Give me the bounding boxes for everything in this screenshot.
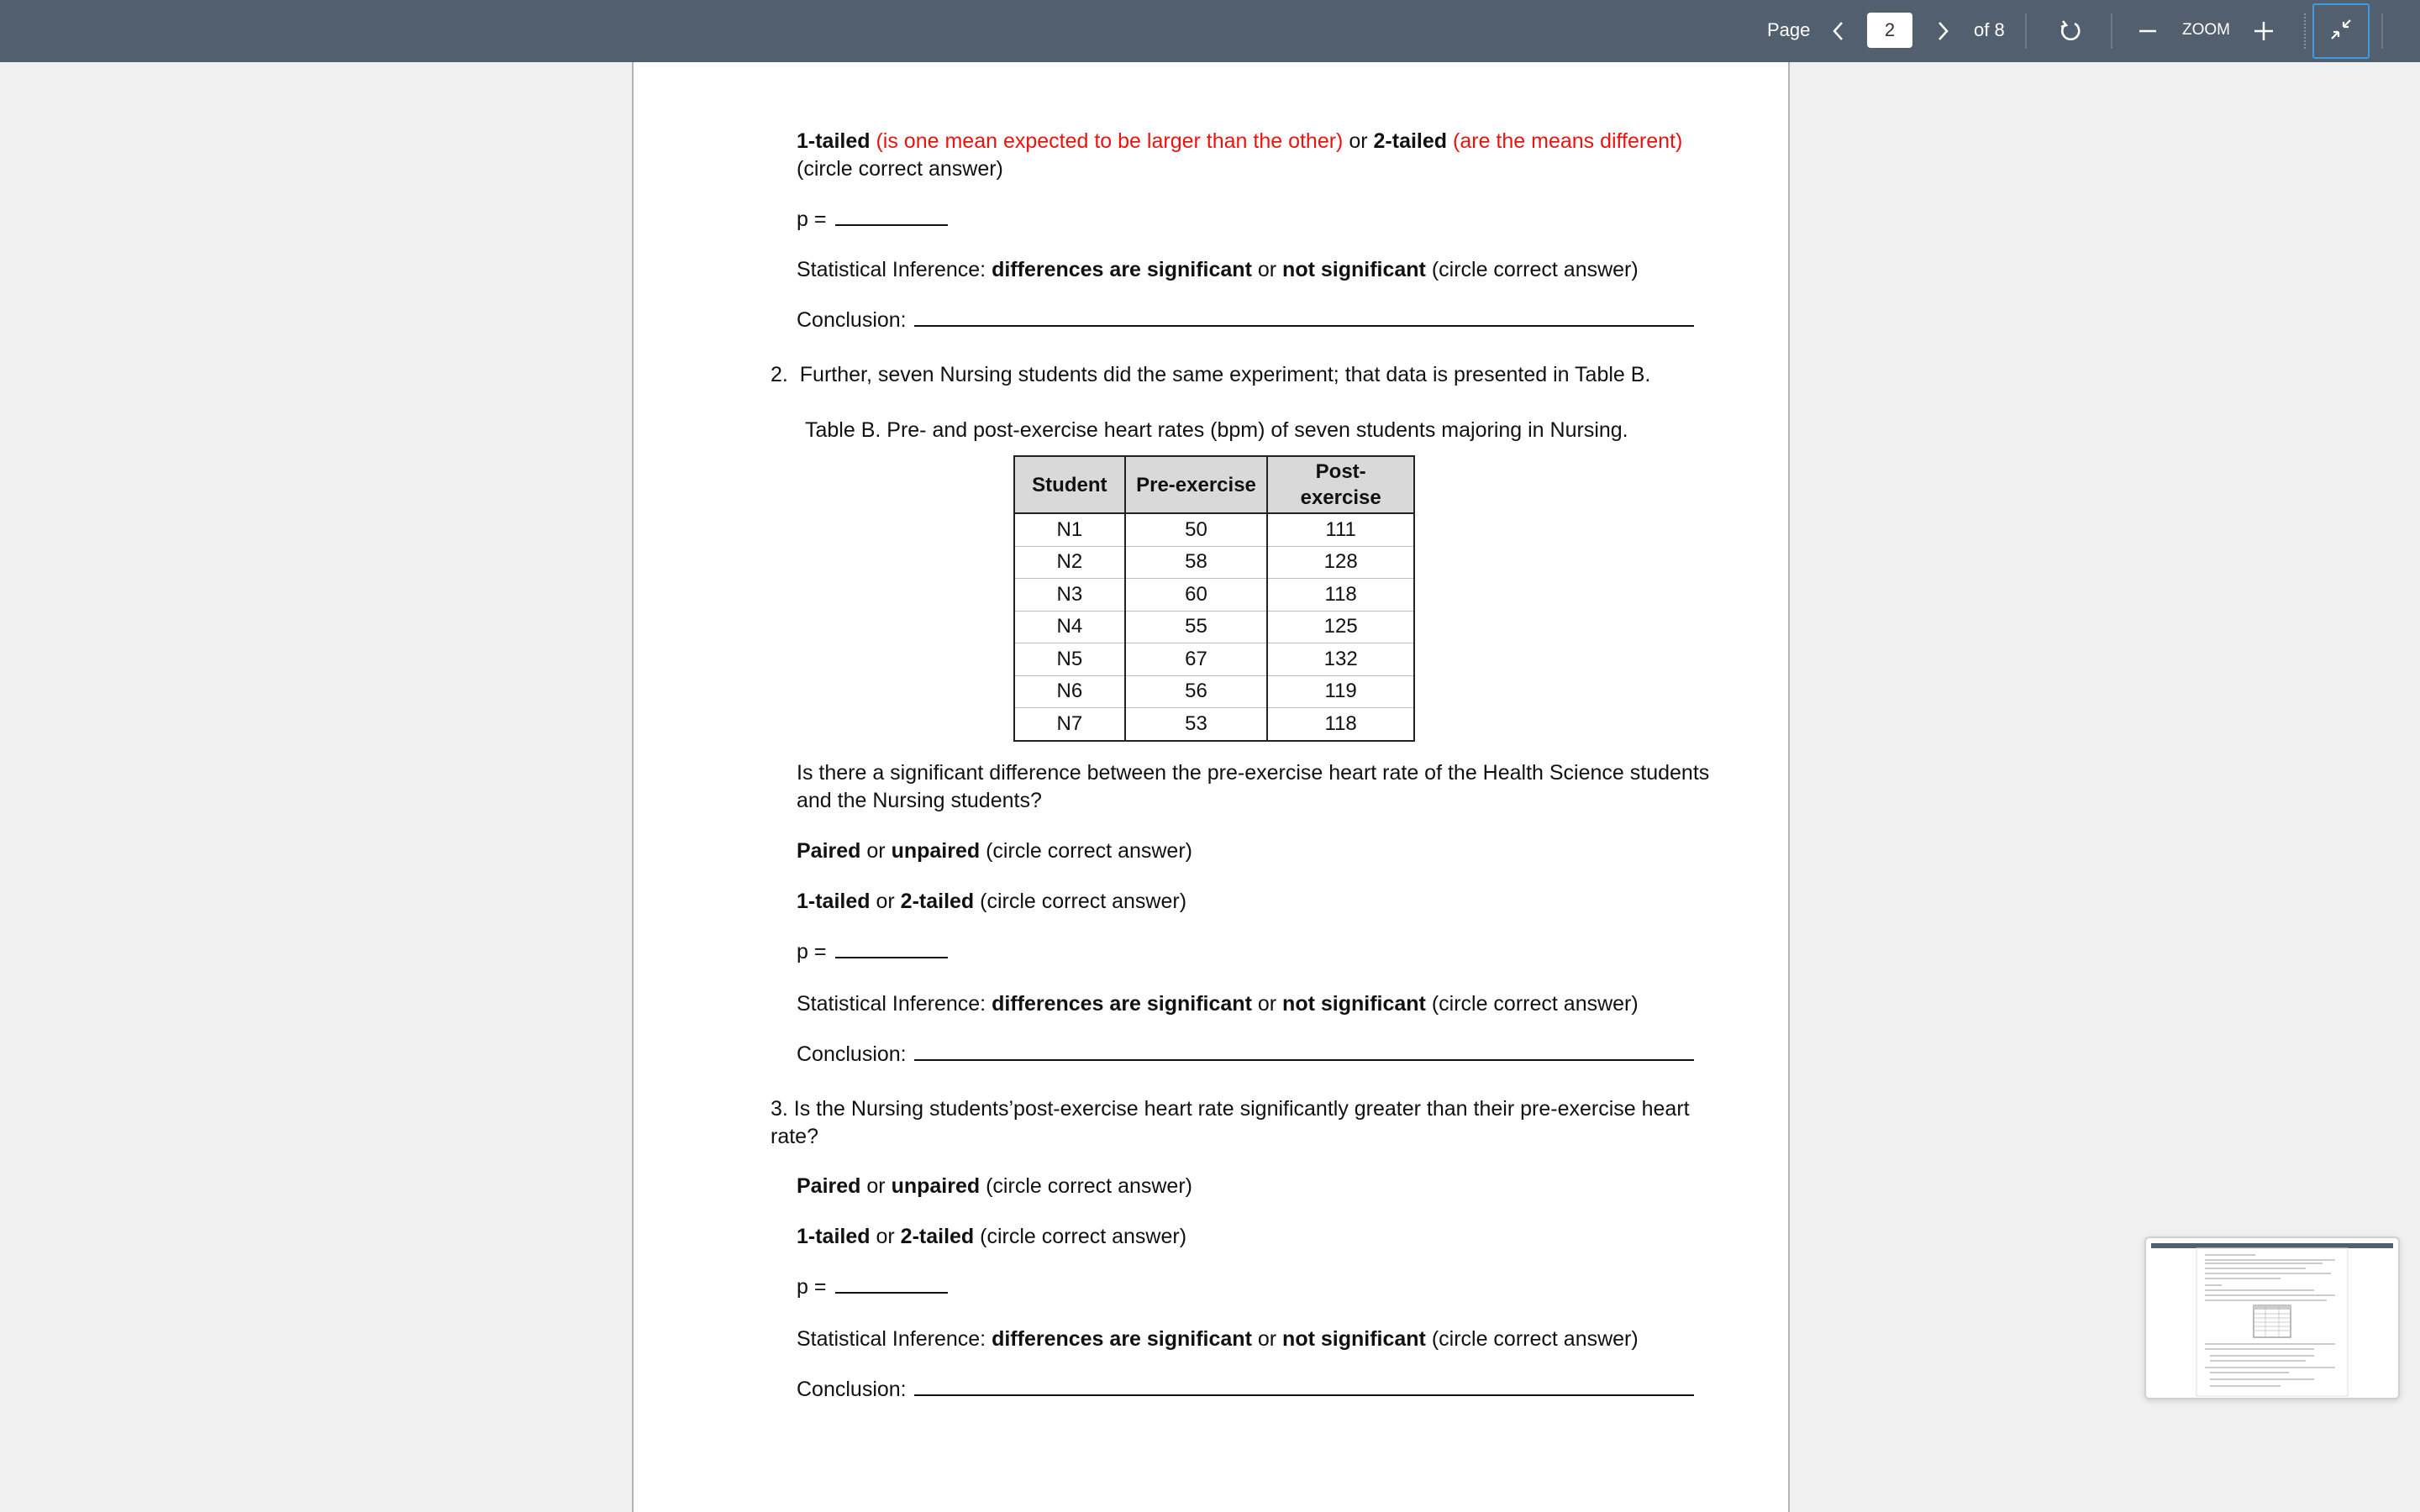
or-text: or <box>866 839 886 863</box>
cell-post: 132 <box>1267 643 1414 676</box>
cell-pre: 60 <box>1125 579 1268 612</box>
cell-student: N5 <box>1014 643 1125 676</box>
header-student: Student <box>1014 456 1125 513</box>
chevron-left-icon[interactable] <box>1822 14 1855 48</box>
p-value-line <box>797 206 948 234</box>
total-pages: of 8 <box>1974 19 2005 40</box>
cell-pre: 67 <box>1125 643 1268 676</box>
question-2 <box>771 361 1650 389</box>
one-tailed-note: (is one mean expected to be larger than the other) <box>876 129 1344 153</box>
cell-pre: 58 <box>1125 546 1268 579</box>
significant-option: differences are significant <box>992 1327 1252 1351</box>
circle-instruction: (circle correct answer) <box>797 157 1003 181</box>
circle-instruction: (circle correct answer) <box>986 1174 1192 1198</box>
plus-icon[interactable] <box>2247 14 2281 48</box>
document-page <box>632 62 1790 1512</box>
two-tailed-option: 2-tailed <box>900 1225 975 1248</box>
question-2-text: Further, seven Nursing students did the same experiment; that data is presented in Table B. <box>799 363 1651 386</box>
conclusion-line <box>797 307 1694 334</box>
paired-line <box>797 837 1192 865</box>
cell-student: N6 <box>1014 675 1125 708</box>
inference-line <box>797 1326 1639 1353</box>
cell-pre: 55 <box>1125 611 1268 643</box>
pdf-toolbar <box>0 0 2420 62</box>
header-post-line1: Post- <box>1315 460 1366 483</box>
inference-line <box>797 990 1639 1018</box>
table-header-row <box>1014 456 1414 513</box>
or-text: or <box>1257 258 1277 281</box>
p-value-blank <box>835 207 948 226</box>
header-post-line2: exercise <box>1300 486 1381 509</box>
conclusion-blank <box>914 1042 1694 1061</box>
chevron-right-icon[interactable] <box>1926 14 1960 48</box>
cell-student: N2 <box>1014 546 1125 579</box>
or-text: or <box>876 1225 895 1248</box>
cell-post: 119 <box>1267 675 1414 708</box>
p-label: p = <box>797 940 827 963</box>
paired-option: Paired <box>797 1174 861 1198</box>
table-row <box>1014 513 1414 546</box>
question-3-line2: rate? <box>771 1125 818 1148</box>
cell-student: N1 <box>1014 513 1125 546</box>
circle-instruction: (circle correct answer) <box>980 1225 1187 1248</box>
p-value-blank <box>835 1275 948 1294</box>
zoom-label: ZOOM <box>2182 21 2230 39</box>
inference-prefix: Statistical Inference: <box>797 258 986 281</box>
cell-post: 125 <box>1267 611 1414 643</box>
tailed-line <box>797 1223 1186 1251</box>
cell-post: 128 <box>1267 546 1414 579</box>
table-caption: Table B. Pre- and post-exercise heart rates (bpm) of seven students majoring in Nursing. <box>805 418 1628 442</box>
conclusion-label: Conclusion: <box>797 308 907 332</box>
tail-question-line <box>797 128 1682 155</box>
significant-option: differences are significant <box>992 258 1252 281</box>
fit-page-button[interactable] <box>2312 3 2370 59</box>
not-significant-option: not significant <box>1282 992 1426 1016</box>
header-pre-exercise: Pre-exercise <box>1125 456 1268 513</box>
two-tailed-note: (are the means different) <box>1453 129 1683 153</box>
one-tailed-option: 1-tailed <box>797 129 871 153</box>
circle-instruction: (circle correct answer) <box>986 839 1192 863</box>
cell-pre: 50 <box>1125 513 1268 546</box>
two-tailed-option: 2-tailed <box>900 890 975 913</box>
one-tailed-option: 1-tailed <box>797 890 871 913</box>
paired-line <box>797 1173 1192 1200</box>
table-row <box>1014 708 1414 741</box>
conclusion-blank <box>914 308 1694 327</box>
thumbnail-miniature <box>2146 1238 2398 1398</box>
or-text: or <box>1349 129 1368 153</box>
two-tailed-option: 2-tailed <box>1373 129 1448 153</box>
table-row <box>1014 643 1414 676</box>
conclusion-blank <box>914 1378 1694 1396</box>
paired-option: Paired <box>797 839 861 863</box>
significant-option: differences are significant <box>992 992 1252 1016</box>
not-significant-option: not significant <box>1282 258 1426 281</box>
question-3-line1: 3. Is the Nursing students’post-exercise heart rate significantly greater than their pre-exercise heart <box>771 1097 1690 1121</box>
one-tailed-option: 1-tailed <box>797 1225 871 1248</box>
p-value-line <box>797 938 948 966</box>
minus-icon[interactable] <box>2131 14 2165 48</box>
p-value-line <box>797 1273 948 1301</box>
circle-instruction: (circle correct answer) <box>1431 258 1639 281</box>
rotate-icon[interactable] <box>2054 14 2087 48</box>
tailed-line <box>797 888 1186 916</box>
page-number-input[interactable] <box>1867 13 1912 48</box>
question-2-number: 2. <box>771 363 788 386</box>
inference-prefix: Statistical Inference: <box>797 992 986 1016</box>
inference-line <box>797 256 1639 284</box>
cell-post: 118 <box>1267 708 1414 741</box>
circle-instruction: (circle correct answer) <box>980 890 1187 913</box>
cell-student: N3 <box>1014 579 1125 612</box>
conclusion-line <box>797 1376 1694 1404</box>
table-row <box>1014 579 1414 612</box>
p-label: p = <box>797 1275 827 1299</box>
header-post-exercise <box>1267 456 1414 513</box>
conclusion-label: Conclusion: <box>797 1378 907 1401</box>
circle-instruction: (circle correct answer) <box>1431 1327 1639 1351</box>
question-2-prompt-line1: Is there a significant difference between the pre-exercise heart rate of the Health Science students <box>797 761 1710 785</box>
cell-post: 111 <box>1267 513 1414 546</box>
collapse-arrows-icon <box>2329 18 2353 45</box>
heart-rate-table <box>1013 455 1415 742</box>
or-text: or <box>1257 1327 1277 1351</box>
cell-pre: 53 <box>1125 708 1268 741</box>
table-row <box>1014 675 1414 708</box>
unpaired-option: unpaired <box>891 1174 981 1198</box>
toolbar-divider <box>2111 13 2112 49</box>
unpaired-option: unpaired <box>891 839 981 863</box>
or-text: or <box>866 1174 886 1198</box>
cell-student: N4 <box>1014 611 1125 643</box>
cell-post: 118 <box>1267 579 1414 612</box>
conclusion-line <box>797 1041 1694 1068</box>
circle-instruction: (circle correct answer) <box>1431 992 1639 1016</box>
not-significant-option: not significant <box>1282 1327 1426 1351</box>
table-row <box>1014 546 1414 579</box>
toolbar-divider <box>2304 13 2306 49</box>
question-2-prompt-line2: and the Nursing students? <box>797 789 1042 812</box>
inference-prefix: Statistical Inference: <box>797 1327 986 1351</box>
conclusion-label: Conclusion: <box>797 1042 907 1066</box>
toolbar-divider <box>2381 13 2383 49</box>
cell-student: N7 <box>1014 708 1125 741</box>
or-text: or <box>1257 992 1277 1016</box>
page-label: Page <box>1767 19 1811 40</box>
toolbar-divider <box>2025 13 2027 49</box>
page-thumbnail-preview[interactable] <box>2144 1236 2400 1399</box>
p-value-blank <box>835 940 948 958</box>
p-label: p = <box>797 207 827 231</box>
table-row <box>1014 611 1414 643</box>
cell-pre: 56 <box>1125 675 1268 708</box>
or-text: or <box>876 890 895 913</box>
